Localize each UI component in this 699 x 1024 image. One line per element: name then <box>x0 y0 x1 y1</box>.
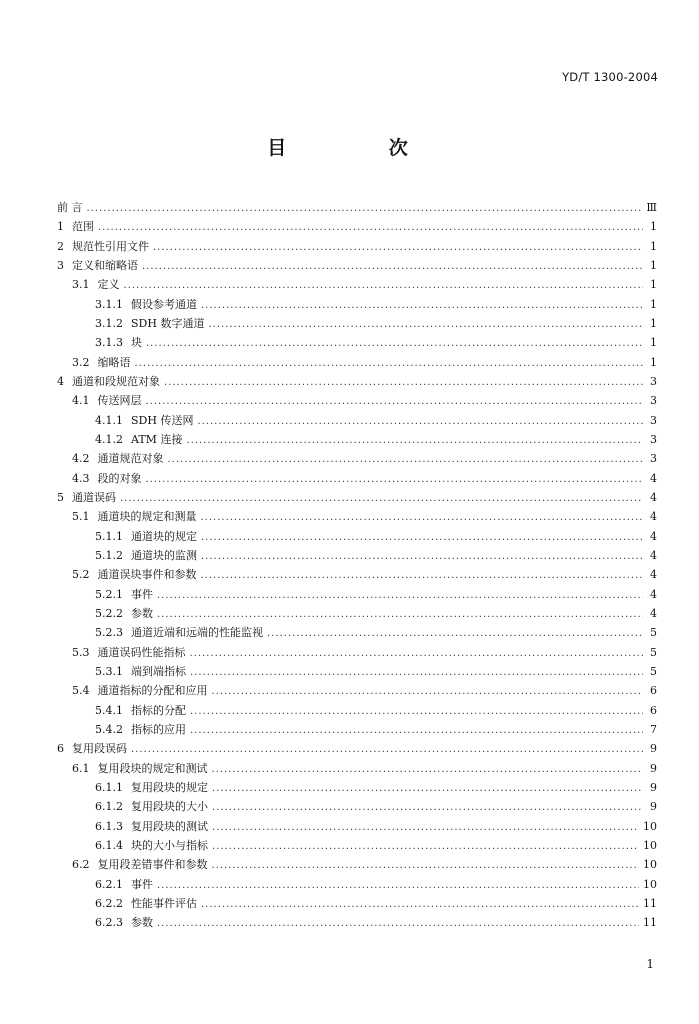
toc-entry[interactable] <box>95 547 657 565</box>
toc-entry-title: SDH 传送网 <box>131 414 194 427</box>
toc-entry-page: 7 <box>650 723 657 736</box>
toc-dot-leader <box>201 896 639 914</box>
toc-entry[interactable] <box>95 605 657 623</box>
toc-dot-leader <box>131 741 643 759</box>
toc-entry-page: 4 <box>650 607 657 620</box>
toc-entry-title: 复用段误码 <box>72 742 127 755</box>
toc-entry-number: 3.1.2 <box>95 317 123 330</box>
toc-entry-title: 块的大小与指标 <box>131 839 208 852</box>
toc-entry-page: 1 <box>650 278 657 291</box>
toc-entry-title: 通道块的规定 <box>131 530 197 543</box>
toc-entry-number: 5.1 <box>72 510 90 523</box>
toc-entry[interactable] <box>72 354 657 372</box>
toc-entry-title: 通道块的监测 <box>131 549 197 562</box>
toc-entry-number: 4.1.2 <box>95 433 123 446</box>
toc-dot-leader <box>168 451 644 469</box>
toc-entry-number: 4.3 <box>72 472 90 485</box>
toc-dot-leader <box>190 664 643 682</box>
toc-entry-page: 10 <box>643 820 657 833</box>
toc-entry-number: 3.2 <box>72 356 90 369</box>
toc-entry-title: 传送网层 <box>97 394 142 407</box>
toc-entry-number: 3 <box>57 259 64 272</box>
toc-entry[interactable] <box>95 779 657 797</box>
toc-entry[interactable] <box>95 296 657 314</box>
toc-entry-title: 通道近端和远端的性能监视 <box>131 626 263 639</box>
toc-dot-leader <box>98 219 643 237</box>
toc-entry-title: 复用段块的规定和测试 <box>97 762 208 775</box>
toc-entry[interactable] <box>95 876 657 894</box>
toc-dot-leader <box>267 625 643 643</box>
toc-entry-page: 4 <box>650 491 657 504</box>
toc-entry-page: 5 <box>650 665 657 678</box>
toc-entry-number: 5.1.1 <box>95 530 123 543</box>
toc-dot-leader <box>201 567 644 585</box>
toc-entry-page: 4 <box>650 472 657 485</box>
toc-entry-page: 11 <box>643 916 657 929</box>
toc-dot-leader <box>201 509 644 527</box>
toc-entry-page: 1 <box>650 298 657 311</box>
toc-entry-number: 5.2 <box>72 568 90 581</box>
toc-entry-title: 通道指标的分配和应用 <box>97 684 208 697</box>
toc-entry-number: 5.2.1 <box>95 588 123 601</box>
toc-entry-title: 事件 <box>131 878 153 891</box>
toc-dot-leader <box>157 606 643 624</box>
toc-entry-title: 通道和段规范对象 <box>72 375 160 388</box>
toc-entry[interactable] <box>95 702 657 720</box>
toc-entry-page: 5 <box>650 626 657 639</box>
toc-entry[interactable] <box>72 450 657 468</box>
toc-entry-page: 3 <box>650 394 657 407</box>
toc-entry-page: 3 <box>650 414 657 427</box>
toc-dot-leader <box>212 819 639 837</box>
toc-entry-page: 1 <box>650 240 657 253</box>
toc-entry-number: 前 言 <box>57 201 83 214</box>
toc-entry-number: 6.2.3 <box>95 916 123 929</box>
toc-entry[interactable] <box>72 508 657 526</box>
toc-dot-leader <box>146 335 643 353</box>
toc-dot-leader <box>120 490 643 508</box>
toc-entry-number: 4.2 <box>72 452 90 465</box>
toc-entry-number: 5.2.3 <box>95 626 123 639</box>
toc-entry-number: 6.2.2 <box>95 897 123 910</box>
toc-entry[interactable] <box>72 566 657 584</box>
toc-entry-title: 假设参考通道 <box>131 298 197 311</box>
toc-entry-title: 参数 <box>131 916 153 929</box>
toc-entry-title: 复用段块的大小 <box>131 800 208 813</box>
toc-entry-title: 复用段差错事件和参数 <box>97 858 208 871</box>
toc-entry[interactable] <box>95 818 657 836</box>
toc-dot-leader <box>190 645 644 663</box>
toc-entry-page: 1 <box>650 336 657 349</box>
toc-entry-title: 指标的分配 <box>131 704 186 717</box>
toc-entry-title: 块 <box>131 336 142 349</box>
toc-entry[interactable] <box>57 489 657 507</box>
toc-title: 目 次 <box>267 137 456 159</box>
toc-entry[interactable] <box>95 914 657 932</box>
page-number: 1 <box>646 957 654 971</box>
toc-entry-page: 4 <box>650 568 657 581</box>
toc-dot-leader <box>212 857 640 875</box>
toc-dot-leader <box>124 277 644 295</box>
toc-entry-page: 3 <box>650 452 657 465</box>
toc-entry[interactable] <box>95 895 657 913</box>
toc-entry-title: 范围 <box>72 220 94 233</box>
toc-entry[interactable] <box>72 392 657 410</box>
toc-dot-leader <box>146 393 644 411</box>
toc-entry[interactable] <box>57 373 657 391</box>
toc-entry[interactable] <box>72 856 657 874</box>
toc-dot-leader <box>157 915 639 933</box>
toc-entry-number: 5.3 <box>72 646 90 659</box>
toc-entry-number: 6.2 <box>72 858 90 871</box>
toc-dot-leader <box>201 548 643 566</box>
toc-entry-title: 参数 <box>131 607 153 620</box>
toc-entry-title: 指标的应用 <box>131 723 186 736</box>
toc-entry[interactable] <box>57 257 657 275</box>
toc-entry-number: 6 <box>57 742 64 755</box>
toc-entry-page: 3 <box>650 375 657 388</box>
toc-entry-number: 3.1 <box>72 278 90 291</box>
toc-entry-page: 5 <box>650 646 657 659</box>
toc-entry-title: 通道规范对象 <box>97 452 164 465</box>
toc-entry-title: 定义和缩略语 <box>72 259 138 272</box>
toc-entry-title: 通道误码 <box>72 491 116 504</box>
toc-dot-leader <box>164 374 643 392</box>
toc-entry-number: 2 <box>57 240 64 253</box>
toc-entry[interactable] <box>57 199 657 217</box>
toc-dot-leader <box>201 529 643 547</box>
toc-entry[interactable] <box>72 470 657 488</box>
toc-entry-number: 3.1.3 <box>95 336 123 349</box>
toc-entry-page: 10 <box>643 858 657 871</box>
toc-entry-title: 复用段块的测试 <box>131 820 208 833</box>
toc-entry-title: 端到端指标 <box>131 665 186 678</box>
toc-entry-number: 3.1.1 <box>95 298 123 311</box>
toc-entry[interactable] <box>95 624 657 642</box>
toc-entry-title: 事件 <box>131 588 153 601</box>
toc-entry-page: 10 <box>643 839 657 852</box>
toc-dot-leader <box>197 413 643 431</box>
toc-dot-leader <box>201 297 643 315</box>
toc-entry-page: Ⅲ <box>646 201 657 214</box>
toc-dot-leader <box>212 761 644 779</box>
toc-entry-number: 4 <box>57 375 64 388</box>
toc-entry-title: 复用段块的规定 <box>131 781 208 794</box>
toc-entry-number: 6.1 <box>72 762 90 775</box>
toc-entry-page: 4 <box>650 549 657 562</box>
toc-dot-leader <box>208 316 643 334</box>
toc-entry-number: 6.1.3 <box>95 820 123 833</box>
toc-entry-page: 9 <box>650 742 657 755</box>
toc-entry-title: 缩略语 <box>97 356 131 369</box>
toc-entry-title: 定义 <box>97 278 120 291</box>
toc-dot-leader <box>212 780 643 798</box>
toc-entry-number: 4.1 <box>72 394 90 407</box>
toc-dot-leader <box>146 471 644 489</box>
toc-entry-page: 1 <box>650 317 657 330</box>
toc-entry-title: 通道块的规定和测量 <box>97 510 197 523</box>
toc-entry-number: 1 <box>57 220 64 233</box>
toc-dot-leader <box>212 683 644 701</box>
toc-dot-leader <box>157 587 643 605</box>
toc-dot-leader <box>153 239 643 257</box>
toc-entry-number: 5.4 <box>72 684 90 697</box>
toc-entry[interactable] <box>95 798 657 816</box>
toc-entry-number: 5.4.1 <box>95 704 123 717</box>
document-header-code: YD/T 1300-2004 <box>562 70 658 84</box>
toc-entry[interactable] <box>95 334 657 352</box>
toc-entry[interactable] <box>95 528 657 546</box>
toc-entry[interactable] <box>95 837 657 855</box>
toc-entry-title: 段的对象 <box>97 472 142 485</box>
toc-entry[interactable] <box>95 412 657 430</box>
toc-entry[interactable] <box>72 276 657 294</box>
toc-dot-leader <box>190 703 643 721</box>
toc-entry-number: 5 <box>57 491 64 504</box>
toc-entry-page: 6 <box>650 704 657 717</box>
toc-entry-title: ATM 连接 <box>131 433 183 446</box>
toc-entry-title: 通道误码性能指标 <box>97 646 186 659</box>
toc-entry[interactable] <box>57 218 657 236</box>
toc-entry-number: 5.1.2 <box>95 549 123 562</box>
toc-entry[interactable] <box>72 644 657 662</box>
toc-entry-page: 3 <box>650 433 657 446</box>
toc-entry[interactable] <box>95 721 657 739</box>
toc-entry-title: SDH 数字通道 <box>131 317 205 330</box>
toc-entry[interactable] <box>95 663 657 681</box>
toc-entry-page: 9 <box>650 800 657 813</box>
toc-entry-title: 性能事件评估 <box>131 897 197 910</box>
toc-entry-page: 10 <box>643 878 657 891</box>
toc-entry-page: 1 <box>650 259 657 272</box>
toc-dot-leader <box>142 258 643 276</box>
toc-entry-number: 6.1.4 <box>95 839 123 852</box>
toc-dot-leader <box>186 432 643 450</box>
toc-entry[interactable] <box>95 586 657 604</box>
toc-entry-page: 4 <box>650 510 657 523</box>
toc-entry-number: 6.1.2 <box>95 800 123 813</box>
toc-dot-leader <box>87 200 643 218</box>
toc-entry-number: 5.2.2 <box>95 607 123 620</box>
toc-entry-page: 4 <box>650 530 657 543</box>
toc-entry-page: 1 <box>650 356 657 369</box>
toc-dot-leader <box>157 877 639 895</box>
toc-entry-number: 6.1.1 <box>95 781 123 794</box>
toc-entry-page: 9 <box>650 781 657 794</box>
toc-entry-page: 1 <box>650 220 657 233</box>
toc-entry-title: 通道误块事件和参数 <box>97 568 197 581</box>
toc-dot-leader <box>212 799 643 817</box>
toc-entry[interactable] <box>72 682 657 700</box>
toc-entry[interactable] <box>72 760 657 778</box>
toc-entry-page: 11 <box>643 897 657 910</box>
toc-dot-leader <box>135 355 644 373</box>
toc-entry-number: 5.4.2 <box>95 723 123 736</box>
toc-dot-leader <box>190 722 643 740</box>
toc-entry-page: 9 <box>650 762 657 775</box>
toc-entry-page: 4 <box>650 588 657 601</box>
toc-entry-title: 规范性引用文件 <box>72 240 149 253</box>
toc-entry[interactable] <box>95 431 657 449</box>
toc-entry-page: 6 <box>650 684 657 697</box>
toc-entry-number: 6.2.1 <box>95 878 123 891</box>
toc-entry-number: 5.3.1 <box>95 665 123 678</box>
toc-entry-number: 4.1.1 <box>95 414 123 427</box>
toc-dot-leader <box>212 838 639 856</box>
toc-entry[interactable] <box>95 315 657 333</box>
toc-entry[interactable] <box>57 740 657 758</box>
toc-entry[interactable] <box>57 238 657 256</box>
